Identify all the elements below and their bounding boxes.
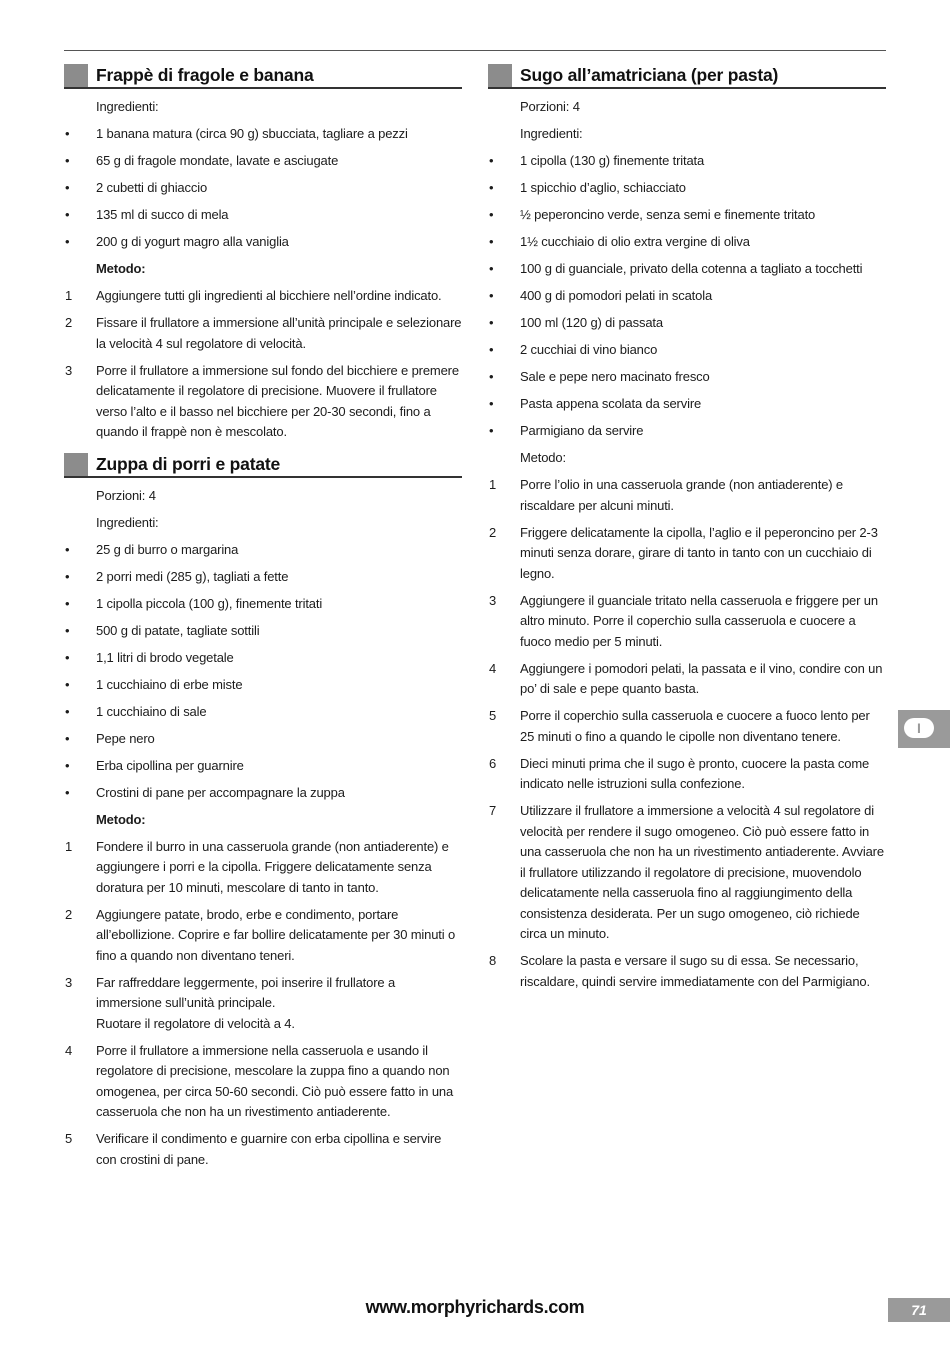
ingredient-text: 500 g di patate, tagliate sottili xyxy=(96,622,260,638)
bullet-symbol: • xyxy=(489,369,494,384)
method-label: Metodo: xyxy=(96,811,146,827)
ingredient-text: 2 porri medi (285 g), tagliati a fette xyxy=(96,568,289,584)
recipe-heading xyxy=(488,64,886,89)
recipe-title: Frappè di fragole e banana xyxy=(96,65,314,85)
bullet-symbol: • xyxy=(65,568,70,584)
ingredient-item xyxy=(64,178,462,199)
bullet-symbol: • xyxy=(65,784,70,800)
ingredient-item xyxy=(64,205,462,226)
step-number: 8 xyxy=(489,953,497,968)
step-number: 5 xyxy=(65,1131,73,1146)
step-number: 6 xyxy=(489,755,497,771)
heading-marker xyxy=(64,453,88,476)
recipe-sugo xyxy=(488,64,886,992)
ingredient-text: 200 g di yogurt magro alla vaniglia xyxy=(96,234,289,249)
bullet-symbol: • xyxy=(489,180,494,195)
ingredient-text: 1 spicchio d’aglio, schiacciato xyxy=(520,180,686,195)
method-step xyxy=(64,313,462,354)
ingredient-item xyxy=(64,567,462,588)
step-text: Porre il frullatore a immersione nella casseruola e usando il regolatore di precisione, mescolare la zuppa fino a quando non omogenea, per circa 50-60 secondi. Ciò può essere fatto in una casseruola che non ha un rivestimento antiaderente. xyxy=(96,1042,454,1119)
step-text: Aggiungere il guanciale tritato nella casseruola e friggere per un altro minuto. Porre il coperchio sulla casseruola e cuocere a fuoco medio per 5 minuti. xyxy=(520,592,878,649)
bullet-symbol: • xyxy=(65,676,70,692)
ingredient-text: 1 cucchiaino di sale xyxy=(96,703,207,719)
bullet-symbol: • xyxy=(65,757,70,773)
right-column xyxy=(488,64,886,1002)
bullet-symbol: • xyxy=(65,649,70,665)
left-column xyxy=(64,64,462,1180)
ingredient-item xyxy=(64,232,462,253)
bullet-symbol: • xyxy=(489,288,494,303)
ingredient-item xyxy=(488,286,886,307)
ingredient-item xyxy=(488,367,886,388)
method-step xyxy=(64,837,462,899)
language-tab-label: I xyxy=(904,718,934,738)
step-text: Aggiungere patate, brodo, erbe e condimento, portare all’ebollizione. Coprire e far bollire delicatamente per 30 minuti o fino a quando non diventano teneri. xyxy=(96,906,456,963)
language-tab xyxy=(898,710,950,748)
ingredient-item xyxy=(64,124,462,145)
step-number: 3 xyxy=(489,592,497,608)
ingredient-item xyxy=(64,540,462,561)
method-label: Metodo: xyxy=(520,450,566,465)
recipe-heading xyxy=(64,453,462,478)
step-number: 7 xyxy=(489,803,497,818)
bullet-symbol: • xyxy=(489,153,494,168)
ingredient-item xyxy=(64,702,462,723)
bullet-symbol: • xyxy=(65,595,70,611)
step-text: Dieci minuti prima che il sugo è pronto, cuocere la pasta come indicato nelle istruzioni sulla confezione. xyxy=(520,755,870,791)
step-text: Porre il coperchio sulla casseruola e cuocere a fuoco lento per 25 minuti o fino a quando le cipolle non diventano tenere. xyxy=(520,708,870,744)
bullet-symbol: • xyxy=(489,342,494,357)
bullet-symbol: • xyxy=(65,180,70,195)
ingredient-item xyxy=(64,783,462,804)
step-number: 1 xyxy=(65,288,73,303)
step-number: 4 xyxy=(65,1042,73,1058)
step-text: Utilizzare il frullatore a immersione a velocità 4 sul regolatore di velocità per rendere il sugo omogeneo. Ciò può essere fatto in una casseruola che non ha un rivestimento antiaderente. Avviare il frullatore utilizzando il regolatore di precisione, muovendolo delicatamente nella casseruola fino al raggiungimento della consistenza desiderata. Per un sugo omogeneo, ciò richiede circa un minuto. xyxy=(520,803,884,941)
heading-marker xyxy=(488,64,512,87)
ingredient-text: ½ peperoncino verde, senza semi e finemente tritato xyxy=(520,207,816,222)
ingredient-item xyxy=(488,340,886,361)
ingredient-text: 1 cipolla (130 g) finemente tritata xyxy=(520,153,705,168)
step-text: Aggiungere i pomodori pelati, la passata e il vino, condire con un po’ di sale e pepe quanto basta. xyxy=(520,660,883,696)
ingredient-text: Pepe nero xyxy=(96,730,155,746)
bullet-symbol: • xyxy=(489,423,494,438)
recipe-frappe xyxy=(64,64,462,443)
step-number: 2 xyxy=(489,524,497,540)
ingredient-text: 2 cucchiai di vino bianco xyxy=(520,342,658,357)
recipe-zuppa xyxy=(64,453,462,1171)
recipe-heading xyxy=(64,64,462,89)
ingredient-item xyxy=(488,259,886,280)
ingredient-text: 1½ cucchiaio di olio extra vergine di oliva xyxy=(520,234,750,249)
bullet-symbol: • xyxy=(65,126,70,141)
bullet-symbol: • xyxy=(489,234,494,249)
step-text: Far raffreddare leggermente, poi inserire il frullatore a immersione sull’unità principale. Ruotare il regolatore di velocità a 4. xyxy=(96,974,396,1031)
method-step xyxy=(488,706,886,747)
ingredient-text: 2 cubetti di ghiaccio xyxy=(96,180,208,195)
ingredient-text: Erba cipollina per guarnire xyxy=(96,757,244,773)
step-number: 2 xyxy=(65,315,73,330)
step-text: Scolare la pasta e versare il sugo su di essa. Se necessario, riscaldare, quindi servire immediatamente con del Parmigiano. xyxy=(520,953,870,989)
step-text: Friggere delicatamente la cipolla, l’aglio e il peperoncino per 2-3 minuti senza dorare, girare di tanto in tanto con un cucchiaio di legno. xyxy=(520,524,878,581)
bullet-symbol: • xyxy=(65,234,70,249)
ingredient-text: 1 cipolla piccola (100 g), finemente tritati xyxy=(96,595,323,611)
step-text: Verificare il condimento e guarnire con erba cipollina e servire con crostini di pane. xyxy=(96,1131,442,1167)
ingredient-text: 135 ml di succo di mela xyxy=(96,207,229,222)
method-step xyxy=(488,475,886,516)
intro-line: Ingredienti: xyxy=(96,99,159,114)
bullet-symbol: • xyxy=(65,541,70,557)
ingredient-text: 100 ml (120 g) di passata xyxy=(520,315,663,330)
top-rule xyxy=(64,50,886,51)
website-url: www.morphyrichards.com xyxy=(365,1297,585,1317)
ingredient-text: Sale e pepe nero macinato fresco xyxy=(520,369,710,384)
bullet-symbol: • xyxy=(65,622,70,638)
method-step xyxy=(64,1041,462,1123)
ingredient-text: 25 g di burro o margarina xyxy=(96,541,239,557)
ingredient-item xyxy=(64,621,462,642)
bullet-symbol: • xyxy=(489,396,494,411)
ingredient-item xyxy=(488,232,886,253)
step-text: Porre il frullatore a immersione sul fondo del bicchiere e premere delicatamente il regolatore di precisione. Muovere il frullatore verso l’alto e il basso nel bicchiere per 20-30 secondi, fino a quando il frappè non è mescolato. xyxy=(96,362,459,439)
ingredient-text: 1,1 litri di brodo vegetale xyxy=(96,649,234,665)
method-step xyxy=(64,905,462,967)
bullet-symbol: • xyxy=(65,730,70,746)
method-step xyxy=(488,951,886,992)
method-step xyxy=(488,754,886,795)
method-label: Metodo: xyxy=(96,261,146,276)
step-number: 2 xyxy=(65,906,73,922)
ingredient-item xyxy=(488,313,886,334)
ingredient-item xyxy=(488,421,886,442)
method-step xyxy=(488,523,886,585)
intro-line: Porzioni: 4 xyxy=(520,99,580,114)
step-text: Fondere il burro in una casseruola grande (non antiaderente) e aggiungere i porri e la cipolla. Friggere delicatamente senza doratura per 10 minuti, mescolare di tanto in tanto. xyxy=(96,838,449,895)
ingredient-item xyxy=(64,675,462,696)
method-step xyxy=(488,659,886,700)
ingredient-item xyxy=(64,729,462,750)
step-number: 1 xyxy=(65,838,73,854)
method-step xyxy=(64,286,462,307)
bullet-symbol: • xyxy=(65,153,70,168)
ingredient-item xyxy=(64,594,462,615)
step-text: Porre l’olio in una casseruola grande (non antiaderente) e riscaldare per alcuni minuti. xyxy=(520,477,844,513)
method-step xyxy=(488,801,886,945)
method-step xyxy=(488,591,886,653)
method-step xyxy=(64,973,462,1035)
ingredient-text: Parmigiano da servire xyxy=(520,423,644,438)
step-number: 3 xyxy=(65,974,73,990)
ingredient-item xyxy=(64,756,462,777)
intro-line: Porzioni: 4 xyxy=(96,487,156,503)
ingredient-text: 1 cucchiaino di erbe miste xyxy=(96,676,243,692)
intro-line: Ingredienti: xyxy=(520,126,583,141)
recipe-title: Zuppa di porri e patate xyxy=(96,453,281,474)
method-step xyxy=(64,1129,462,1170)
recipe-title: Sugo all’amatriciana (per pasta) xyxy=(520,65,779,85)
step-number: 4 xyxy=(489,660,497,676)
ingredient-item xyxy=(488,178,886,199)
ingredient-text: 100 g di guanciale, privato della cotenna a tagliato a tocchetti xyxy=(520,261,863,276)
ingredient-item xyxy=(488,394,886,415)
step-text: Aggiungere tutti gli ingredienti al bicchiere nell’ordine indicato. xyxy=(96,288,442,303)
ingredient-item xyxy=(488,205,886,226)
ingredient-item xyxy=(64,151,462,172)
step-number: 3 xyxy=(65,362,73,378)
step-text: Fissare il frullatore a immersione all’unità principale e selezionare la velocità 4 sul regolatore di velocità. xyxy=(96,315,462,351)
heading-marker xyxy=(64,64,88,87)
bullet-symbol: • xyxy=(65,207,70,222)
ingredient-item xyxy=(64,648,462,669)
step-number: 5 xyxy=(489,708,497,723)
method-step xyxy=(64,361,462,443)
page-number: 71 xyxy=(888,1298,950,1322)
ingredient-text: Pasta appena scolata da servire xyxy=(520,396,702,411)
bullet-symbol: • xyxy=(489,261,494,276)
ingredient-text: Crostini di pane per accompagnare la zuppa xyxy=(96,784,345,800)
bullet-symbol: • xyxy=(65,703,70,719)
ingredient-text: 400 g di pomodori pelati in scatola xyxy=(520,288,713,303)
intro-line: Ingredienti: xyxy=(96,514,159,530)
step-number: 1 xyxy=(489,477,497,492)
ingredient-item xyxy=(488,151,886,172)
ingredient-text: 1 banana matura (circa 90 g) sbucciata, tagliare a pezzi xyxy=(96,126,408,141)
bullet-symbol: • xyxy=(489,207,494,222)
bullet-symbol: • xyxy=(489,315,494,330)
ingredient-text: 65 g di fragole mondate, lavate e asciugate xyxy=(96,153,339,168)
